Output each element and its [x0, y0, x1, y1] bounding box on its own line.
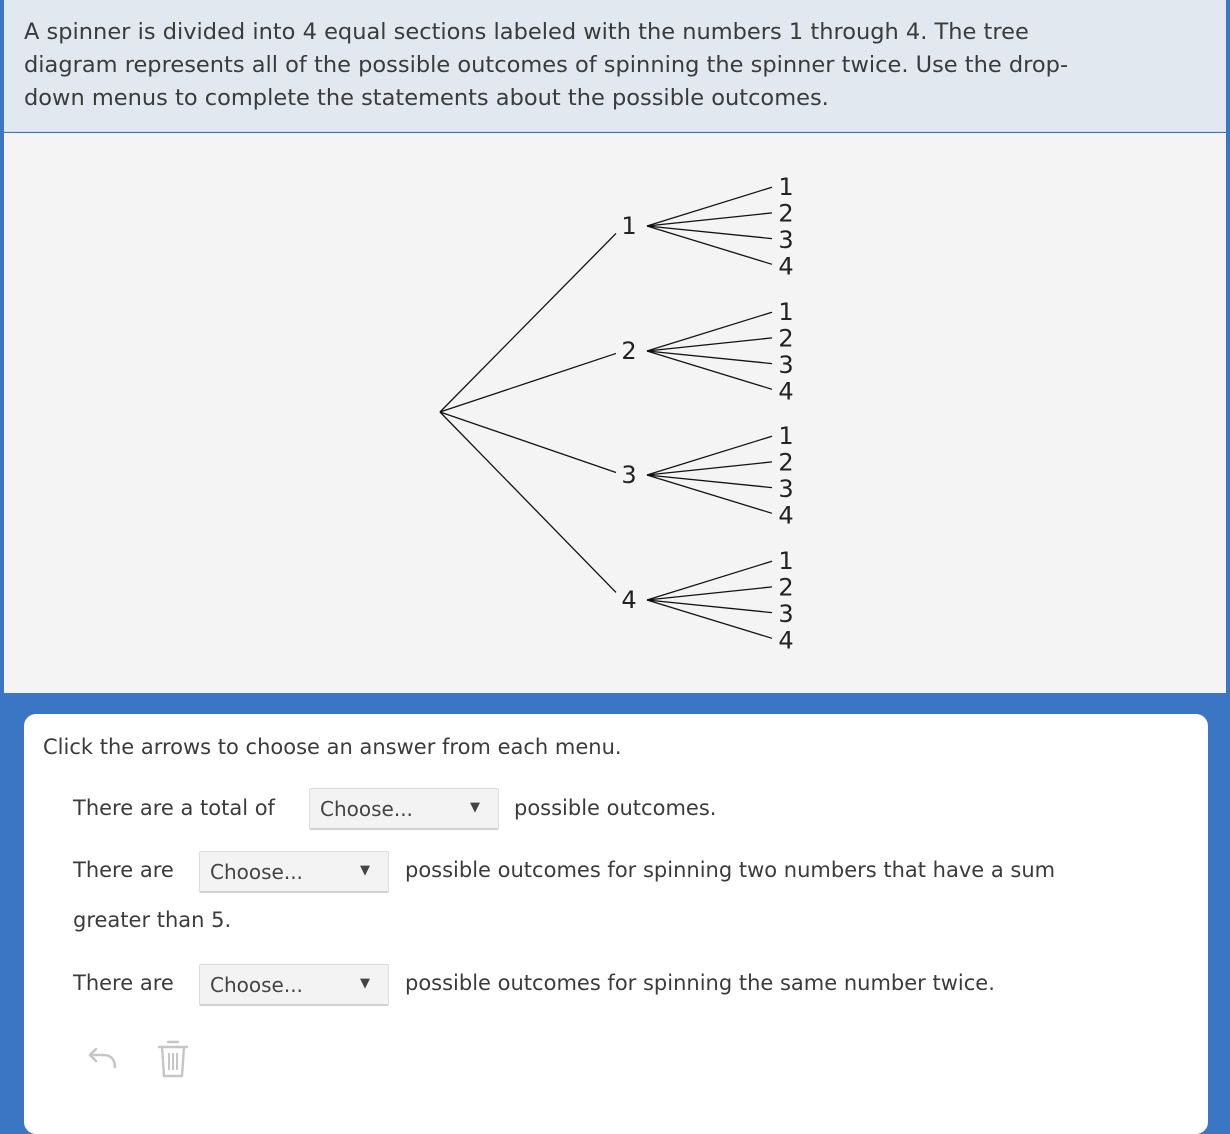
second-spin-label: 2: [778, 324, 794, 353]
statement-2-text: There are: [73, 858, 174, 882]
second-spin-label: 3: [778, 351, 794, 379]
prompt-line-3: down menus to complete the statements about the possible outcomes.: [24, 85, 829, 111]
statement-2-suffix-line-2: greater than 5.: [73, 908, 232, 932]
first-spin-branch: [440, 353, 616, 412]
undo-icon: [86, 1042, 120, 1076]
total-outcomes-dropdown[interactable]: [309, 788, 499, 830]
dropdown-arrow-icon: ▼: [360, 976, 370, 991]
dropdown-label: Choose...: [320, 797, 413, 821]
statement-2-suffix: possible outcomes for spinning two numbers that have a sum: [405, 858, 1056, 882]
statement-3-suffix: possible outcomes for spinning the same number twice.: [405, 971, 995, 995]
second-spin-branch: [647, 462, 772, 475]
first-spin-branch: [440, 412, 616, 592]
dropdown-arrow-icon: ▼: [360, 863, 370, 878]
second-spin-label: 2: [778, 199, 794, 228]
second-spin-branch: [647, 312, 772, 351]
statement-3-text: There are: [73, 971, 174, 995]
same-number-twice-dropdown[interactable]: [199, 964, 389, 1006]
second-spin-label: 4: [778, 501, 794, 530]
prompt-panel: [4, 0, 1226, 132]
first-spin-label: 4: [621, 586, 637, 614]
second-spin-branch: [647, 561, 772, 600]
second-spin-branch: [647, 587, 772, 600]
first-spin-label: 2: [621, 337, 637, 365]
delete-button[interactable]: [156, 1038, 190, 1080]
statement-1-suffix: possible outcomes.: [514, 796, 717, 820]
dropdown-label: Choose...: [210, 860, 303, 884]
second-spin-branch: [647, 213, 772, 226]
second-spin-label: 3: [778, 475, 794, 503]
statement-1-text: There are a total of: [73, 796, 275, 820]
second-spin-label: 4: [778, 377, 794, 406]
question-prompt: [24, 16, 1214, 115]
trash-icon: [156, 1038, 190, 1080]
second-spin-label: 4: [778, 252, 794, 281]
first-spin-label: 3: [621, 461, 637, 489]
second-spin-label: 1: [778, 547, 794, 575]
answer-card: [24, 714, 1208, 1134]
instructions-text: Click the arrows to choose an answer from each menu.: [43, 735, 622, 759]
tree-diagram: [4, 133, 1226, 693]
sum-greater-than-5-dropdown[interactable]: [199, 851, 389, 893]
second-spin-label: 3: [778, 226, 794, 254]
second-spin-branch: [647, 187, 772, 226]
second-spin-branch: [647, 338, 772, 351]
second-spin-label: 4: [778, 626, 794, 655]
first-spin-branch: [440, 412, 616, 472]
second-spin-label: 1: [778, 422, 794, 450]
tree-diagram-panel: [4, 133, 1226, 693]
dropdown-arrow-icon: ▼: [470, 800, 480, 815]
prompt-line-1: A spinner is divided into 4 equal sections labeled with the numbers 1 through 4. The tree: [24, 19, 1029, 45]
second-spin-label: 3: [778, 600, 794, 628]
prompt-line-2: diagram represents all of the possible outcomes of spinning the spinner twice. Use the drop-: [24, 52, 1069, 78]
second-spin-label: 1: [778, 173, 794, 201]
first-spin-label: 1: [621, 212, 637, 240]
second-spin-label: 2: [778, 573, 794, 602]
dropdown-label: Choose...: [210, 973, 303, 997]
first-spin-branch: [440, 233, 616, 412]
undo-button[interactable]: [86, 1042, 120, 1076]
second-spin-label: 2: [778, 448, 794, 477]
second-spin-label: 1: [778, 298, 794, 326]
second-spin-branch: [647, 436, 772, 475]
